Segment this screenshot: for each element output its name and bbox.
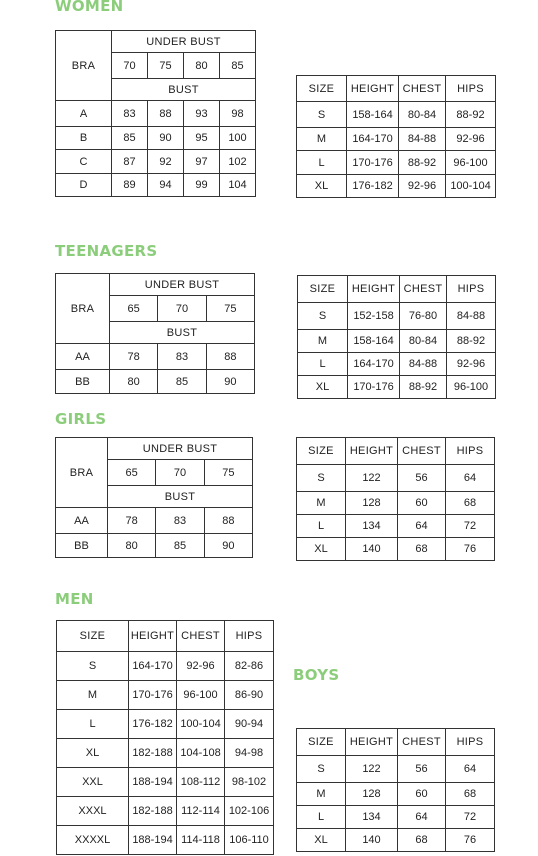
table-row: [297, 783, 495, 806]
column-header: CHEST: [399, 76, 446, 102]
table-row: [298, 376, 496, 399]
size-label: L: [57, 710, 129, 739]
chest-value: 68: [398, 829, 446, 852]
size-label: XXL: [57, 768, 129, 797]
cup-label: C: [56, 150, 112, 174]
chest-value: 96-100: [177, 681, 225, 710]
table-row: [297, 175, 496, 198]
column-header: HEIGHT: [129, 621, 177, 652]
under-bust-value: 75: [204, 460, 252, 486]
column-header: CHEST: [400, 276, 447, 303]
hips-value: 94-98: [225, 739, 274, 768]
cup-label: AA: [56, 508, 108, 534]
hips-value: 76: [446, 829, 495, 852]
cup-label: A: [56, 101, 112, 127]
bust-value: 85: [156, 534, 204, 558]
size-label: XL: [297, 538, 346, 561]
chest-value: 108-112: [177, 768, 225, 797]
table-row: [297, 829, 495, 852]
chest-value: 88-92: [400, 376, 447, 399]
column-header: HEIGHT: [346, 729, 398, 756]
column-header: HIPS: [225, 621, 274, 652]
size-label: M: [297, 128, 347, 151]
column-header: HIPS: [446, 438, 495, 465]
hips-value: 88-92: [447, 330, 496, 353]
height-value: 170-176: [129, 681, 177, 710]
size-label: M: [297, 783, 346, 806]
table-row: [57, 768, 274, 797]
bust-value: 83: [158, 344, 206, 370]
chest-value: 104-108: [177, 739, 225, 768]
size-label: L: [297, 515, 346, 538]
height-value: 122: [346, 465, 398, 492]
height-value: 176-182: [129, 710, 177, 739]
height-value: 188-194: [129, 768, 177, 797]
column-header: SIZE: [298, 276, 348, 303]
height-value: 182-188: [129, 739, 177, 768]
under-bust-value: 85: [220, 53, 256, 79]
table-row: [298, 303, 496, 330]
size-label: M: [57, 681, 129, 710]
column-header: HIPS: [446, 729, 495, 756]
hips-value: 72: [446, 515, 495, 538]
chest-value: 80-84: [400, 330, 447, 353]
chest-value: 56: [398, 756, 446, 783]
bust-value: 80: [108, 534, 156, 558]
height-value: 164-170: [347, 128, 399, 151]
column-header: HIPS: [447, 276, 496, 303]
table-row: [298, 353, 496, 376]
men-size-table: [56, 620, 274, 855]
bust-value: 98: [220, 101, 256, 127]
teenagers-size-table: [297, 275, 496, 399]
bust-value: 90: [204, 534, 252, 558]
under-bust-value: 65: [110, 296, 158, 322]
under-bust-value: 70: [112, 53, 148, 79]
height-value: 164-170: [129, 652, 177, 681]
bust-label: BUST: [110, 322, 255, 344]
bust-value: 78: [108, 508, 156, 534]
chest-value: 64: [398, 515, 446, 538]
column-header: SIZE: [297, 76, 347, 102]
size-label: XL: [298, 376, 348, 399]
under-bust-value: 80: [184, 53, 220, 79]
table-row: [56, 174, 256, 197]
bust-value: 104: [220, 174, 256, 197]
cup-label: B: [56, 127, 112, 150]
column-header: HEIGHT: [347, 76, 399, 102]
bra-label: BRA: [56, 274, 110, 344]
under-bust-label: UNDER BUST: [110, 274, 255, 296]
women-size-table: [296, 75, 496, 198]
bust-value: 83: [112, 101, 148, 127]
table-row: [57, 652, 274, 681]
bust-value: 92: [148, 150, 184, 174]
table-row: [56, 127, 256, 150]
bra-label: BRA: [56, 438, 108, 508]
cup-label: D: [56, 174, 112, 197]
chest-value: 60: [398, 783, 446, 806]
height-value: 152-158: [348, 303, 400, 330]
bust-value: 83: [156, 508, 204, 534]
bust-value: 89: [112, 174, 148, 197]
table-row: [297, 151, 496, 175]
bust-value: 100: [220, 127, 256, 150]
bust-value: 85: [112, 127, 148, 150]
height-value: 158-164: [347, 102, 399, 128]
size-label: S: [297, 465, 346, 492]
bust-value: 88: [148, 101, 184, 127]
hips-value: 90-94: [225, 710, 274, 739]
hips-value: 64: [446, 465, 495, 492]
column-header: SIZE: [297, 729, 346, 756]
hips-value: 64: [446, 756, 495, 783]
under-bust-value: 75: [206, 296, 254, 322]
size-label: S: [298, 303, 348, 330]
height-value: 134: [346, 515, 398, 538]
cup-label: BB: [56, 534, 108, 558]
size-label: L: [297, 806, 346, 829]
cup-label: BB: [56, 370, 110, 394]
chest-value: 64: [398, 806, 446, 829]
chest-value: 68: [398, 538, 446, 561]
table-row: [57, 826, 274, 855]
bust-value: 80: [110, 370, 158, 394]
chest-value: 80-84: [399, 102, 446, 128]
height-value: 122: [346, 756, 398, 783]
size-label: L: [298, 353, 348, 376]
height-value: 164-170: [348, 353, 400, 376]
table-row: [56, 370, 255, 394]
chest-value: 92-96: [399, 175, 446, 198]
height-value: 134: [346, 806, 398, 829]
size-label: XXXL: [57, 797, 129, 826]
cup-label: AA: [56, 344, 110, 370]
teenagers-bra-table: [55, 273, 255, 394]
height-value: 158-164: [348, 330, 400, 353]
hips-value: 88-92: [446, 102, 496, 128]
bust-value: 93: [184, 101, 220, 127]
size-label: M: [298, 330, 348, 353]
height-value: 128: [346, 492, 398, 515]
hips-value: 84-88: [447, 303, 496, 330]
bust-value: 94: [148, 174, 184, 197]
height-value: 170-176: [348, 376, 400, 399]
under-bust-value: 70: [158, 296, 206, 322]
column-header: HIPS: [446, 76, 496, 102]
size-label: XL: [57, 739, 129, 768]
hips-value: 106-110: [225, 826, 274, 855]
chest-value: 112-114: [177, 797, 225, 826]
under-bust-label: UNDER BUST: [112, 31, 256, 53]
hips-value: 96-100: [447, 376, 496, 399]
hips-value: 100-104: [446, 175, 496, 198]
hips-value: 98-102: [225, 768, 274, 797]
women-heading: WOMEN: [55, 0, 124, 15]
table-row: [297, 492, 495, 515]
hips-value: 102-106: [225, 797, 274, 826]
hips-value: 68: [446, 492, 495, 515]
bust-value: 90: [148, 127, 184, 150]
hips-value: 68: [446, 783, 495, 806]
chest-value: 88-92: [399, 151, 446, 175]
chest-value: 76-80: [400, 303, 447, 330]
teenagers-heading: TEENAGERS: [55, 242, 158, 260]
under-bust-label: UNDER BUST: [108, 438, 253, 460]
women-bra-table: [55, 30, 256, 197]
chest-value: 84-88: [399, 128, 446, 151]
height-value: 140: [346, 538, 398, 561]
height-value: 182-188: [129, 797, 177, 826]
under-bust-value: 70: [156, 460, 204, 486]
size-label: S: [57, 652, 129, 681]
height-value: 188-194: [129, 826, 177, 855]
table-row: [298, 330, 496, 353]
chest-value: 92-96: [177, 652, 225, 681]
bust-value: 87: [112, 150, 148, 174]
column-header: CHEST: [398, 729, 446, 756]
chest-value: 114-118: [177, 826, 225, 855]
table-row: [297, 756, 495, 783]
table-row: [56, 101, 256, 127]
size-label: XL: [297, 175, 347, 198]
chest-value: 56: [398, 465, 446, 492]
column-header: HEIGHT: [346, 438, 398, 465]
hips-value: 82-86: [225, 652, 274, 681]
size-label: S: [297, 756, 346, 783]
bust-value: 88: [204, 508, 252, 534]
column-header: SIZE: [297, 438, 346, 465]
size-label: L: [297, 151, 347, 175]
hips-value: 72: [446, 806, 495, 829]
table-row: [297, 128, 496, 151]
column-header: SIZE: [57, 621, 129, 652]
size-label: M: [297, 492, 346, 515]
height-value: 140: [346, 829, 398, 852]
boys-heading: BOYS: [293, 666, 340, 684]
bust-value: 95: [184, 127, 220, 150]
bust-value: 99: [184, 174, 220, 197]
bust-value: 90: [206, 370, 254, 394]
hips-value: 96-100: [446, 151, 496, 175]
height-value: 128: [346, 783, 398, 806]
hips-value: 76: [446, 538, 495, 561]
table-row: [56, 344, 255, 370]
chest-value: 60: [398, 492, 446, 515]
girls-heading: GIRLS: [55, 410, 107, 428]
table-row: [297, 102, 496, 128]
table-row: [297, 465, 495, 492]
under-bust-value: 75: [148, 53, 184, 79]
hips-value: 92-96: [446, 128, 496, 151]
size-label: XXXXL: [57, 826, 129, 855]
table-row: [297, 538, 495, 561]
bust-value: 85: [158, 370, 206, 394]
column-header: CHEST: [177, 621, 225, 652]
column-header: CHEST: [398, 438, 446, 465]
bra-label: BRA: [56, 31, 112, 101]
boys-size-table: [296, 728, 495, 852]
table-row: [297, 515, 495, 538]
bust-value: 97: [184, 150, 220, 174]
chest-value: 84-88: [400, 353, 447, 376]
table-row: [56, 150, 256, 174]
column-header: HEIGHT: [348, 276, 400, 303]
bust-value: 102: [220, 150, 256, 174]
table-row: [57, 797, 274, 826]
hips-value: 86-90: [225, 681, 274, 710]
bust-value: 78: [110, 344, 158, 370]
table-row: [56, 534, 253, 558]
table-row: [56, 508, 253, 534]
table-row: [57, 739, 274, 768]
girls-size-table: [296, 437, 495, 561]
bust-label: BUST: [112, 79, 256, 101]
under-bust-value: 65: [108, 460, 156, 486]
height-value: 176-182: [347, 175, 399, 198]
table-row: [297, 806, 495, 829]
size-label: S: [297, 102, 347, 128]
bust-label: BUST: [108, 486, 253, 508]
chest-value: 100-104: [177, 710, 225, 739]
table-row: [57, 681, 274, 710]
men-heading: MEN: [55, 590, 94, 608]
table-row: [57, 710, 274, 739]
hips-value: 92-96: [447, 353, 496, 376]
height-value: 170-176: [347, 151, 399, 175]
bust-value: 88: [206, 344, 254, 370]
size-label: XL: [297, 829, 346, 852]
girls-bra-table: [55, 437, 253, 558]
